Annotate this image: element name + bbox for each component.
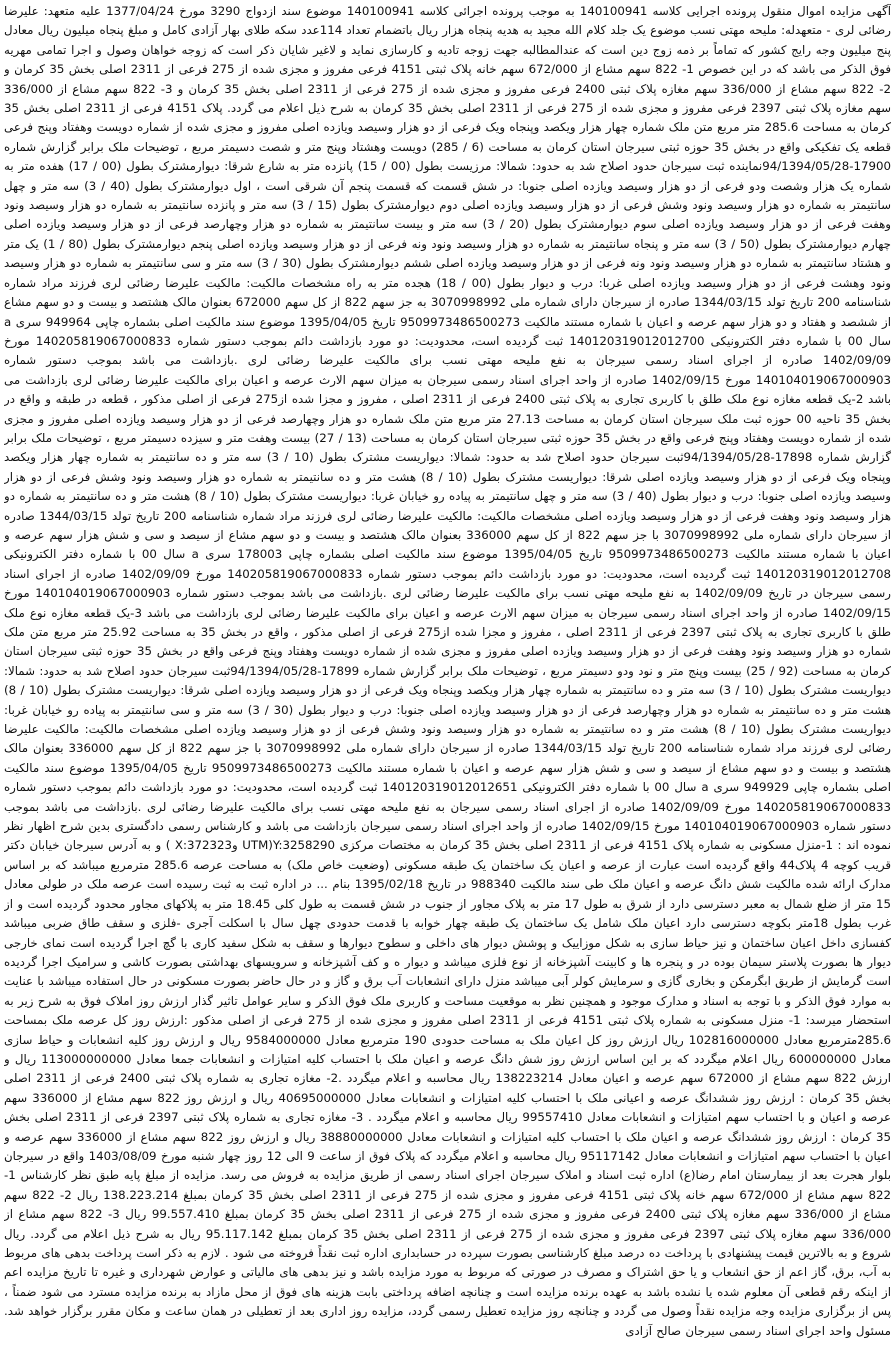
auction-notice	[4, 2, 891, 1367]
notice-body-text: آگهی مزایده اموال منقول پرونده اجرایی کلاسه 140100941 به موجب پرونده اجرائی کلاسه 140100941 موضوع سند ازدواج 3290 مورخ 1377/04/24 علیه متعهد: علیرضا رضائی لری - متعهدله: ملیحه مهتی نسب موضوع یک جلد کلام الله مجید به هدیه پنجاه هزار ریال باتضمام تعداد 114عدد سکه طلای بهار آزادی کامل و مبلغ پنجاه میلیون ریال معادل پنج میلیون وجه رایج کشور که تماماً بر ذمه زوج دین است که عندالمطالبه جهت زوجه تادیه و کارسازی نماید و لاغیر شایان ذکر است که زوجه خواهان وصول و اجرا تمامی مهریه فوق الذکر می باشد که در این خصوص 1- 822 سهم مشاع از 672/000 سهم خانه پلاک ثبتی 4151 فرعی مفروز و مجزی شده از 275 فرعی از 2311 اصلی بخش 35 کرمان و 2- 822 سهم مشاع از 336/000 سهم مغازه پلاک ثبتی 2400 فرعی مفروز و مجزی شده از 275 فرعی از 2311 اصلی بخش 35 کرمان و 3- 822 سهم مشاع از 336/000 سهم مغازه پلاک ثبتی 2397 فرعی مفروز و مجزی شده از 275 فرعی از 2311 اصلی بخش 35 کرمان به شرح ذیل اعلام می گردد. پلاک 4151 فرعی از 2311 اصلی بخش 35 کرمان به مساحت 285.6 متر مربع متن ملک شماره چهار هزار ویکصد وپنجاه ویک فرعی از دو هزار وسیصد ویازده اصلی مفروز و مجزی شده از شماره دویست وهفتاد وپنج فرعی قطعه یک تفکیکی واقع در بخش 35 حوزه ثبتی سیرجان استان کرمان به مساحت (6 / 285) دویست وهشتاد وپنج متر و شصت دسیمتر مربع ، توضیحات ملک برابر گزارش شماره 17900-94/1394/05/28نماینده ثبت سیرجان حدود اصلاح شد به حدود: شمالا: مرزیست بطول (00 / 15) پانزده متر به شارع شرقا: دیوارمشترک بطول (00 / 17) هفده متر به شماره یک هزار وشصت ودو فرعی از دو هزار وسیصد ویازده اصلی جنوبا: در شش قسمت که قسمت پنجم آن شرقی است ، اول دیوارمشترک بطول (40 / 3) سه متر و چهل سانتیمتر به شماره دو هزار وسیصد ونود وشش فرعی از دو هزار وسیصد ویازده اصلی دوم دیوارمشترک بطول (15 / 3) سه متر و پانزده سانتیمتر به شماره دو هزار وسیصد ونود وهفت فرعی از دو هزار وسیصد ویازده اصلی سوم دیوارمشترک بطول (20 / 3) سه متر و بیست سانتیمتر به شماره دو هزار وچهارصد فرعی از دو هزار وسیصد ویازده اصلی چهارم دیوارمشترک بطول (50 / 3) سه متر و پنجاه سانتیمتر به شماره دو هزار وسیصد ونود ونه فرعی از دو هزار وسیصد ویازده اصلی پنجم دیوارمشترک بطول (80 / 1) یک متر و هشتاد سانتیمتر به شماره دو هزار وسیصد ونود ونه فرعی از دو هزار وسیصد ویازده اصلی ششم دیوارمشترک بطول (30 / 3) سه متر و سی سانتیمتر به شماره دو هزار وسیصد ونود وهشت فرعی از دو هزار وسیصد ویازده اصلی غربا: درب و دیوار بطول (00 / 18) هجده متر به راه مشخصات مالکیت: مالکیت علیرضا رضائی لری فرزند مراد شماره شناسنامه 200 تاریخ تولد 1344/03/15 صادره از سیرجان دارای شماره ملی 3070998992 به جز سهم 822 از کل سهم 672000 بعنوان مالک هشتصد و بیست و دو سهم مشاع از ششصد و هفتاد و دو هزار سهم عرصه و اعیان با شماره مستند مالکیت 9509973486500273 تاریخ 1395/04/05 موضوع سند مالکیت اصلی بشماره چاپی 949964 سری a سال 00 با شماره دفتر الکترونیکی 140120319012012700 ثبت گردیده است، محدودیت: دو مورد بازداشت دائم بموجب دستور شماره 140205819067000833 مورخ 1402/09/09 صادره از اجرای اسناد رسمی سیرجان به نفع ملیحه مهتی نسب برای مالکیت علیرضا رضائی لری .بازداشت می باشد بموجب دستور شماره 140104019067000903 مورخ 1402/09/15 صادره از واحد اجرای اسناد رسمی سیرجان به میزان سهم الارث عرصه و اعیان برای مالکیت علیرضا رضائی لری بازداشت می باشد 2-یک قطعه مغازه نوع ملک طلق با کاربری تجاری به پلاک ثبتی 2400 فرعی از 2311 اصلی ، مفروز و مجزا شده از275 فرعی از اصلی مذکور ، قطعه در طبقه و واقع در بخش 35 ناحیه 00 حوزه ثبت ملک سیرجان استان کرمان به مساحت 27.13 متر مربع متن ملک شماره دو هزار وچهارصد فرعی از دو هزار وسیصد ویازده اصلی مفروز و مجزی شده از شماره دویست وهفتاد وپنج فرعی واقع در بخش 35 حوزه ثبتی سیرجان استان کرمان به مساحت (13 / 27) بیست وهفت متر و سیزده دسیمتر مربع ، توضیحات ملک برابر گزارش شماره 17898-94/1394/05/28ثبت سیرجان حدود اصلاح شد به حدود: شمالا: دیواریست مشترک بطول (10 / 3) سه متر و ده سانتیمتر به شماره چهار هزار ویکصد وپنجاه ویک فرعی از دو هزار وسیصد ویازده اصلی شرقا: دیواریست مشترک بطول (10 / 8) هشت متر و ده سانتیمتر به شماره دو هزار وسیصد ونود وشش فرعی از دو هزار وسیصد ویازده اصلی جنوبا: درب و دیوار بطول (40 / 3) سه متر و چهل سانتیمتر به پیاده رو خیابان غربا: دیواریست مشترک بطول (10 / 8) هشت متر و ده سانتیمتر به شماره دو هزار وسیصد ونود وهفت فرعی از دو هزار وسیصد ویازده اصلی مشخصات مالکیت: مالکیت علیرضا رضائی لری فرزند مراد شماره شناسنامه 200 تاریخ تولد 1344/03/15 صادره از سیرجان دارای شماره ملی 3070998992 با جز سهم 822 از کل سهم 336000 بعنوان مالک هشتصد و بیست و دو سهم مشاع از سیصد و سی و شش هزار سهم عرصه و اعیان با شماره مستند مالکیت 9509973486500273 تاریخ 1395/04/05 موضوع سند مالکیت اصلی بشماره چاپی 178003 سری a سال 00 با شماره دفتر الکترونیکی 140120319012012708 ثبت گردیده است، محدودیت: دو مورد بازداشت دائم بموجب دستور شماره 140205819067000833 مورخ 1402/09/09 صادره از اجرای اسناد رسمی سیرجان در تاریخ 1402/09/09 به نفع ملیحه مهتی نسب برای مالکیت علیرضا رضائی لری .بازداشت می باشد بموجب دستور شماره 140104019067000903 مورخ 1402/09/15 صادره از واحد اجرای اسناد رسمی سیرجان به میزان سهم الارث عرصه و اعیان برای مالکیت علیرضا رضائی لری بازداشت می باشد 3-یک قطعه مغازه نوع ملک طلق با کاربری تجاری به پلاک ثبتی 2397 فرعی از 2311 اصلی ، مفروز و مجزا شده از275 فرعی از اصلی مذکور ، واقع در بخش 35 به مساحت 25.92 متر مربع متن ملک شماره دو هزار وسیصد ونود وهفت فرعی از دو هزار وسیصد ویازده اصلی مفروز و مجزی شده از شماره دویست وهفتاد وپنج فرعی واقع در بخش 35 حوزه ثبتی سیرجان استان کرمان به مساحت (92 / 25) بیست وپنج متر و نود ودو دسیمتر مربع ، توضیحات ملک برابر گزارش شماره 17899-94/1394/05/28ثبت سیرجان حدود اصلاح شد به حدود: شمالا: دیواریست مشترک بطول (10 / 3) سه متر و ده سانتیمتر به شماره چهار هزار ویکصد وپنجاه ویک فرعی از دو هزار وسیصد ویازده اصلی شرقا: دیواریست مشترک بطول (10 / 8) هشت متر و ده سانتیمتر به شماره دو هزار وچهارصد فرعی از دو هزار وسیصد ویازده اصلی جنوبا: درب و دیوار بطول (30 / 3) سه متر و سی سانتیمتر به پیاده رو خیابان غربا: دیواریست مشترک بطول (10 / 8) هشت متر و ده سانتیمتر به شماره دو هزار وسیصد ونود وشش فرعی از دو هزار وسیصد ویازده اصلی مشخصات مالکیت: مالکیت علیرضا رضائی لری فرزند مراد شماره شناسنامه 200 تاریخ تولد 1344/03/15 صادره از سیرجان دارای شماره ملی 3070998992 با جز سهم 822 از کل سهم 336000 بعنوان مالک هشتصد و بیست و دو سهم مشاع از سیصد و سی و شش هزار سهم عرصه و اعیان با شماره مستند مالکیت 9509973486500273 تاریخ 1395/04/05 موضوع سند مالکیت اصلی بشماره چاپی 949929 سری a سال 00 با شماره دفتر الکترونیکی 140120319012012651 ثبت گردیده است، محدودیت: دو مورد بازداشت دائم بموجب دستور شماره 140205819067000833 مورخ 1402/09/09 صادره از اجرای اسناد رسمی سیرجان به نفع ملیحه مهتی نسب برای مالکیت علیرضا رضائی لری .بازداشت می باشد بموجب دستور شماره 140104019067000903 مورخ 1402/09/15 صادره از واحد اجرای اسناد رسمی سیرجان بازداشت می باشد و کارشناس رسمی دادگستری بدین شرح اظهار نظر نموده اند : 1-منزل مسکونی به شماره پلاک 4151 فرعی از 2311 اصلی بخش 35 کرمان به مختصات مرکزی Y:3258290(UTM وX:372323 ) و به آدرس سیرجان خیابان دکتر قریب کوچه 4 پلاک44 واقع گردیده است عبارت از عرصه و اعیان یک ساختمان یک طبقه مسکونی (وضعیت خاص ملک) به مساحت عرصه 285.6 مترمربع میباشد که بر اساس مدارک ارائه شده مالکیت شش دانگ عرصه و اعیان ملک طی سند مالکیت 988340 در تاریخ 1395/02/18 بنام ... در اداره ثبت به ثبت رسیده است عرصه ملک در طولی معادل 15 متر از ضلع شمال به معبر دسترسی دارد از شرق به طول 17 متر به پلاک مجاور از جنوب در شش قسمت به طول کلی 18.45 متر به پلاکهای مجاور محدود گردیده است و از غرب بطول 18متر بکوچه دسترسی دارد اعیان ملک شامل یک ساختمان یک طبقه چهار خوابه با قدمت حدودی چهل سال با اسکلت آجری -فلزی و سقف طاق ضربی میباشد کفسازی داخل اعیان ساختمان و نیز حیاط سازی به شکل موزاییک و پوشش دیوار های داخلی و سطوح دیوارها و سقف به شکل سفید کاری با گچ اجرا گردیده است نمای خارجی دیوار ها بصورت پلاستر سیمان بوده در و پنجره ها و کابینت آشپزخانه از نوع فلزی میباشد و دیوار ه و کف آشپزخانه و سرویسهای بهداشتی بصورت کاشی و سرامیک اجرا گردیده است گرمایش از طریق ابگرمکن و بخاری گازی و سرمایش کولر آبی میباشد منزل دارای انشعابات آب برق و گاز و در حال حاضر بصورت مسکونی در حال استفاده میباشد با عنایت به موارد فوق الذکر و با توجه به اسناد و مدارک موجود و همچنین نظر به موقعیت مساحت و کاربری ملک فوق الذکر و سایر عوامل تاثیر گذار ارزش روز املاک فوق به شرح زیر به استحضار میرسد: 1- منزل مسکونی به شماره پلاک ثبتی 4151 فرعی از 2311 اصلی مفروز و مجزی شده از 275 فرعی از اصلی مذکور :ارزش روز کل عرصه ملک بمساحت 285.6مترمربع معادل 102816000000 ریال ارزش روز کل اعیان ملک به مساحت حدودی 190 مترمربع معادل 9584000000 ریال و ارزش روز کلیه انشعابات و حیاط سازی معادل 600000000 ریال اعلام میگردد که بر این اساس ارزش روز شش دانگ عرصه و اعیان ملک با احتساب کلیه امتیازات و انشعابات جمعا معادل 113000000000 ریال و ارزش 822 سهم مشاع از 672000 سهم عرصه و اعیان معادل 138223214 ریال محاسبه و اعلام میگردد .2- مغازه تجاری به شماره پلاک ثبتی 2400 فرعی از 2311 اصلی بخش 35 کرمان : ارزش روز ششدانگ عرصه و اعیانی ملک با احتساب کلیه امتیازات و انشعابات معادل 40695000000 ریال و ارزش روز 822 سهم مشاع از 336000 سهم عرصه و اعیان و با احتساب سهم امتیازات و انشعابات معادل 99557410 ریال محاسبه و اعلام میگردد . 3- مغازه تجاری به شماره پلاک ثبتی 2397 فرعی از 2311 اصلی بخش 35 کرمان : ارزش روز ششدانگ عرصه و اعیان ملک با احتساب کلیه امتیازات و انشعابات معادل 38880000000 ریال و ارزش روز 822 سهم مشاع از 336000 سهم عرصه و اعیان با احتساب سهم امتیازات و انشعابات معادل 95117142 ریال محاسبه و اعلام میگردد که پلاک فوق از ساعت 9 الی 12 روز چهار شنبه مورخ 1403/08/09 واقع در سیرجان بلوار هجرت بعد از بیمارستان امام رضا(ع) اداره ثبت اسناد و املاک سیرجان اجرای اسناد رسمی از طریق مزایده به فروش می رسد. مزایده از مبلغ پایه طبق نظر کارشناس 1- 822 سهم مشاع از 672/000 سهم خانه پلاک ثبتی 4151 فرعی مفروز و مجزی شده از 275 فرعی از 2311 اصلی بخش 35 کرمان بمبلغ 138.223.214 ریال 2- 822 سهم مشاع از 336/000 سهم مغازه پلاک ثبتی 2400 فرعی مفروز و مجزی شده از 275 فرعی از 2311 اصلی بخش 35 کرمان بمبلغ 99.557.410 ریال 3- 822 سهم مشاع از 336/000 سهم مغازه پلاک ثبتی 2397 فرعی مفروز و مجزی شده از 275 فرعی از 2311 اصلی بخش 35 کرمان بمبلغ 95.117.142 ریال به شرح ذیل اعلام می گردد. ریال شروع و به بالاترین قیمت پیشنهادی با پرداخت ده درصد مبلغ کارشناسی بصورت سپرده در حسابداری اداره ثبت نقداً فروخته می شود . لازم به ذکر است پرداخت بدهی های مربوط به آب، برق، گاز اعم از حق انشعاب و یا حق اشتراک و مصرف در صورتی که مربوط به مورد مزایده باشد و نیز بدهی های مالیاتی و عوارض شهرداری و غیره تا تاریخ مزایده اعم از اینکه رقم قطعی آن معلوم شده یا نشده باشد به عهده برنده مزایده است و چنانچه اضافه پرداختی بابت هزینه های فوق از محل مازاد به برنده مزایده مسترد می شود ضمناً ، پس از برگزاری مزایده وجه مزایده نقداً وصول می گردد و چنانچه روز مزایده تعطیل رسمی گردد، مزایده روز اداری بعد از تعطیلی در همان ساعت و مکان مقرر برگزار خواهد شد. مسئول واحد اجرای اسناد رسمی سیرجان صالح آزادی	[4, 4, 891, 1338]
